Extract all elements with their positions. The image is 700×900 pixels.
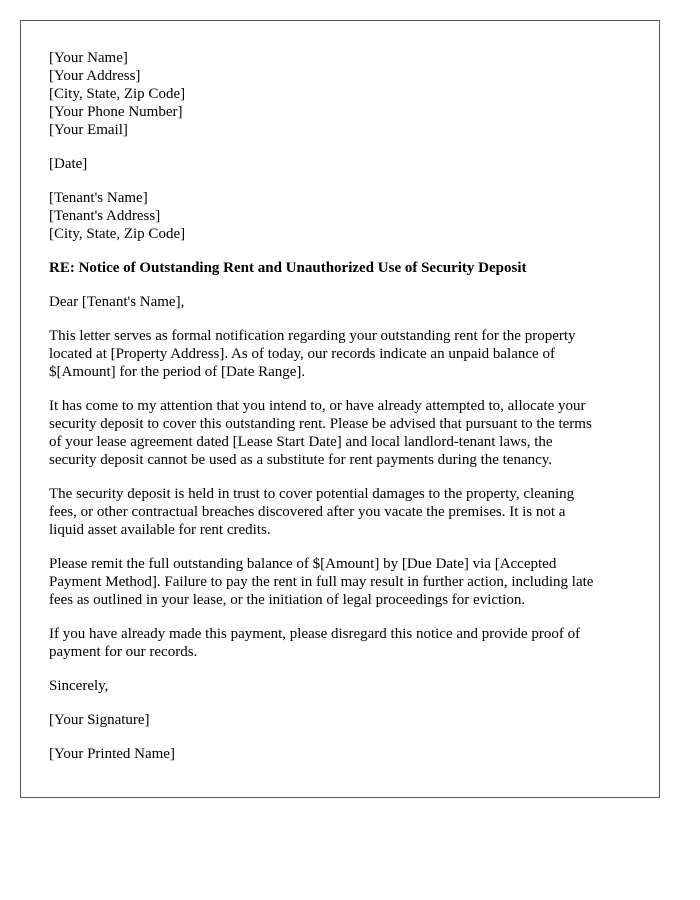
body-paragraph <box>49 555 631 609</box>
body-paragraph <box>49 397 631 469</box>
letter-date: [Date] <box>49 156 88 172</box>
paragraph-line: liquid asset available for rent credits. <box>49 522 271 538</box>
paragraph-line: of your lease agreement dated [Lease Start Date] and local landlord-tenant laws, the <box>49 434 553 450</box>
paragraph-line: Payment Method]. Failure to pay the rent in full may result in further action, including late <box>49 574 594 590</box>
paragraph-line: If you have already made this payment, please disregard this notice and provide proof of <box>49 626 581 642</box>
paragraph-line: security deposit to cover this outstanding rent. Please be advised that pursuant to the terms <box>49 416 592 432</box>
letter-page <box>20 20 660 798</box>
paragraph-line: fees as outlined in your lease, or the initiation of legal proceedings for eviction. <box>49 592 526 608</box>
printed-name: [Your Printed Name] <box>49 746 175 762</box>
recipient-name: [Tenant's Name] <box>49 190 148 206</box>
sender-name: [Your Name] <box>49 50 128 66</box>
sender-city-state-zip: [City, State, Zip Code] <box>49 86 186 102</box>
recipient-address: [Tenant's Address] <box>49 208 161 224</box>
closing: Sincerely, <box>49 678 109 694</box>
body-paragraph <box>49 625 631 661</box>
sender-phone: [Your Phone Number] <box>49 104 183 120</box>
paragraph-line: Please remit the full outstanding balance of $[Amount] by [Due Date] via [Accepted <box>49 556 557 572</box>
sender-block <box>49 49 631 139</box>
signature: [Your Signature] <box>49 712 150 728</box>
paragraph-line: $[Amount] for the period of [Date Range]. <box>49 364 306 380</box>
paragraph-line: The security deposit is held in trust to cover potential damages to the property, cleaning <box>49 486 575 502</box>
sender-address: [Your Address] <box>49 68 141 84</box>
paragraph-line: security deposit cannot be used as a substitute for rent payments during the tenancy. <box>49 452 553 468</box>
date-block <box>49 155 631 173</box>
paragraph-line: fees, or other contractual breaches discovered after you vacate the premises. It is not a <box>49 504 566 520</box>
subject-line: RE: Notice of Outstanding Rent and Unauthorized Use of Security Deposit <box>49 260 527 276</box>
paragraph-line: payment for our records. <box>49 644 198 660</box>
paragraph-line: It has come to my attention that you intend to, or have already attempted to, allocate your <box>49 398 586 414</box>
recipient-block <box>49 189 631 243</box>
salutation: Dear [Tenant's Name], <box>49 294 185 310</box>
body-paragraph <box>49 327 631 381</box>
paragraph-line: located at [Property Address]. As of today, our records indicate an unpaid balance of <box>49 346 555 362</box>
paragraph-line: This letter serves as formal notification regarding your outstanding rent for the property <box>49 328 576 344</box>
sender-email: [Your Email] <box>49 122 128 138</box>
body-paragraph <box>49 485 631 539</box>
recipient-city-state-zip: [City, State, Zip Code] <box>49 226 186 242</box>
